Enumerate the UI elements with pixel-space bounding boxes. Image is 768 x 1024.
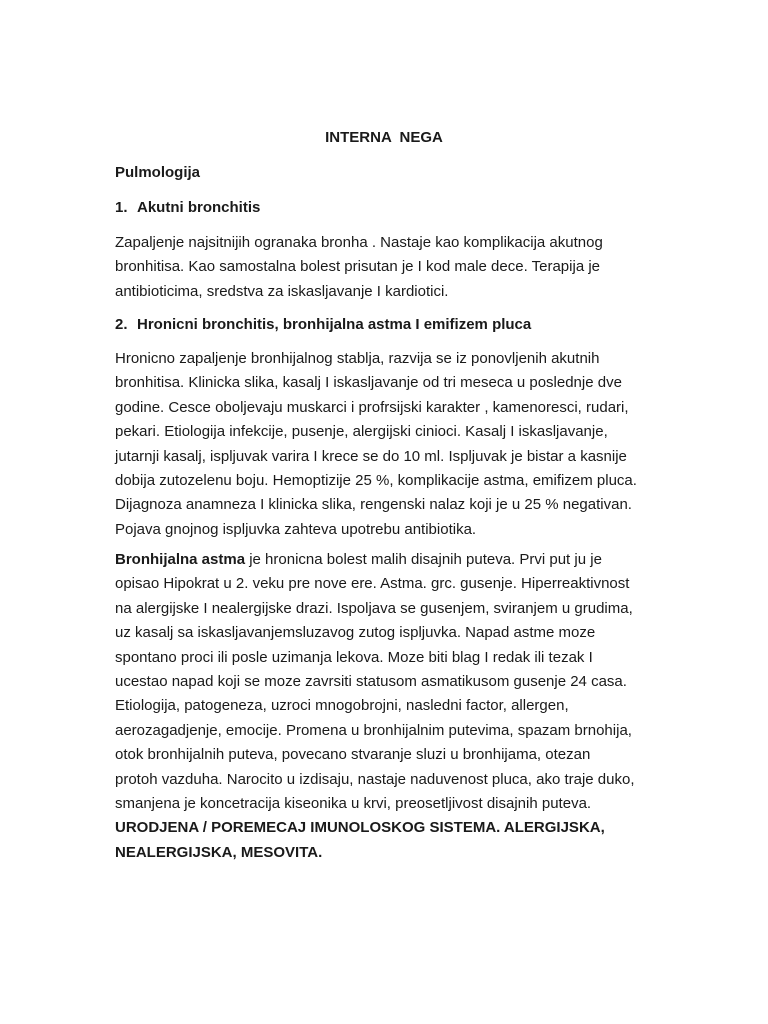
text-line: Hronicno zapaljenje bronhijalnog stablja, razvija se iz ponovljenih akutnih (115, 350, 600, 367)
text-line: opisao Hipokrat u 2. veku pre nove ere. Astma. grc. gusenje. Hiperreaktivnost (115, 575, 630, 593)
lead-rest: je hronicna bolest malih disajnih puteva. Prvi put ju je (245, 551, 602, 568)
paragraph-2 (115, 347, 680, 542)
subheading-1 (115, 199, 260, 216)
paragraph-3 (115, 548, 680, 865)
text-line: smanjena je koncetracija kiseonika u krvi, preosetljivost disajnih puteva. (115, 795, 592, 813)
text-line: Etiologija, patogeneza, uzroci mnogobrojni, nasledni factor, allergen, (115, 697, 569, 715)
text-line: dobija zutozelenu boju. Hemoptizije 25 %, komplikacije astma, emifizem pluca. (115, 472, 637, 490)
text-line (115, 548, 680, 572)
subheading-number: 2. (115, 316, 128, 333)
subheading-2 (115, 316, 531, 333)
section-heading: Pulmologija (115, 164, 201, 181)
subheading-text: Hronicni bronchitis, bronhijalna astma I emifizem pluca (137, 316, 532, 333)
bold-text-line: URODJENA / POREMECAJ IMUNOLOSKOG SISTEMA. ALERGIJSKA, (115, 819, 605, 837)
subheading-number: 1. (115, 199, 128, 216)
text-line: spontano proci ili posle uzimanja lekova. Moze biti blag I redak ili tezak I (115, 648, 593, 666)
text-line: bronhitisa. Kao samostalna bolest prisutan je I kod male dece. Terapija je (115, 258, 601, 276)
text-line: bronhitisa. Klinicka slika, kasalj I iskasljavanje od tri meseca u poslednje dve (115, 374, 622, 392)
subheading-text: Akutni bronchitis (137, 199, 261, 216)
bold-lead: Bronhijalna astma (115, 551, 246, 568)
text-line: pekari. Etiologija infekcije, pusenje, alergijski cinioci. Kasalj I iskasljavanje, (115, 423, 608, 441)
paragraph-1 (115, 231, 680, 304)
text-line: ucestao napad koji se moze zavrsiti statusom asmatikusom gusenje 24 casa. (115, 673, 627, 691)
text-line: Pojava gnojnog ispljuvka zahteva upotrebu antibiotika. (115, 520, 477, 538)
document-title: INTERNA NEGA (325, 129, 443, 146)
text-line: na alergijske I nealergijske drazi. Ispoljava se gusenjem, sviranjem u grudima, (115, 599, 633, 617)
text-line: otok bronhijalnih puteva, povecano stvaranje sluzi u bronhijama, otezan (115, 746, 591, 764)
bold-text-line: NEALERGIJSKA, MESOVITA. (115, 843, 323, 861)
text-line: Dijagnoza anamneza I klinicka slika, rengenski nalaz koji je u 25 % negativan. (115, 496, 632, 514)
text-line: protoh vazduha. Narocito u izdisaju, nastaje naduvenost pluca, ako traje duko, (115, 770, 635, 788)
text-line: Zapaljenje najsitnijih ogranaka bronha . Nastaje kao komplikacija akutnog (115, 234, 603, 251)
text-line: godine. Cesce oboljevaju muskarci i profrsijski karakter , kamenoresci, rudari, (115, 398, 629, 416)
text-line: aerozagadjenje, emocije. Promena u bronhijalnim putevima, spazam brnohija, (115, 721, 632, 739)
text-line: uz kasalj sa iskasljavanjemsluzavog zutog ispljuvka. Napad astme moze (115, 624, 596, 642)
text-line: jutarnji kasalj, ispljuvak varira I krece se do 10 ml. Ispljuvak je bistar a kasnije (115, 447, 627, 465)
text-line: antibioticima, sredstva za iskasljavanje I kardiotici. (115, 282, 449, 300)
